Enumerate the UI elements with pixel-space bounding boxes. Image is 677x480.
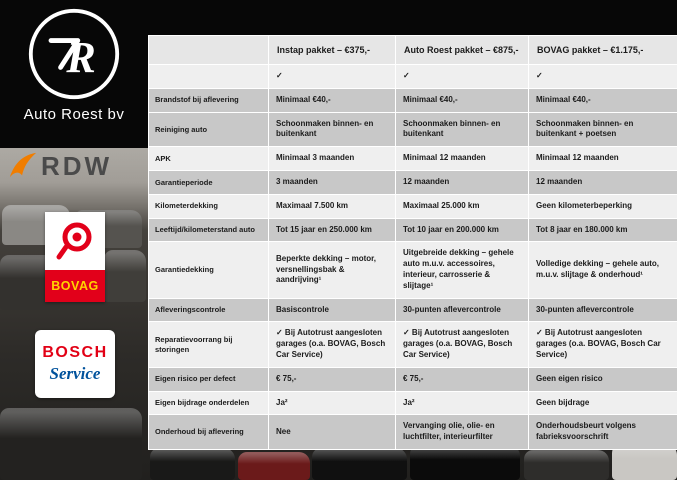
package-cell: ✓ Bij Autotrust aangesloten garages (o.a. BOVAG, Bosch Car Service) (269, 322, 396, 367)
table-row (149, 194, 677, 218)
table-row (149, 88, 677, 112)
package-cell: ✓ (269, 65, 396, 89)
bovag-emblem (45, 212, 105, 270)
table-row (149, 367, 677, 391)
bosch-service-logo (35, 330, 115, 398)
table-header-row (149, 36, 677, 65)
package-cell: Ja² (396, 391, 529, 415)
package-cell: Volledige dekking – gehele auto, m.u.v. slijtage & onderhoud¹ (529, 242, 677, 298)
package-cell: Ja² (269, 391, 396, 415)
package-cell: Geen eigen risico (529, 367, 677, 391)
table-row (149, 65, 677, 89)
header-instap-pakket: Instap pakket – €375,- (269, 36, 396, 65)
logo-monogram: R (66, 33, 96, 83)
package-cell: Maximaal 25.000 km (396, 194, 529, 218)
package-cell: 12 maanden (396, 170, 529, 194)
row-label: Garantiedekking (149, 242, 269, 298)
bovag-target-icon (52, 218, 98, 264)
header-auto-roest-pakket: Auto Roest pakket – €875,- (396, 36, 529, 65)
package-cell: Minimaal 3 maanden (269, 147, 396, 171)
package-cell: Uitgebreide dekking – gehele auto m.u.v. accessoires, interieur, carrosserie & slijtage¹ (396, 242, 529, 298)
row-label: Leeftijd/kilometerstand auto (149, 218, 269, 242)
rdw-flame-icon (8, 150, 38, 182)
car-silhouette (312, 448, 407, 480)
bovag-wordmark: BOVAG (45, 270, 105, 302)
package-cell: Nee (269, 415, 396, 450)
company-name: Auto Roest bv (23, 106, 125, 123)
bovag-logo (45, 212, 105, 302)
table-row (149, 112, 677, 147)
row-label: Reiniging auto (149, 112, 269, 147)
car-silhouette-red (238, 452, 310, 480)
table-row (149, 415, 677, 450)
table-row (149, 147, 677, 171)
package-cell: Vervanging olie, olie- en luchtfilter, interieurfilter (396, 415, 529, 450)
package-cell: Beperkte dekking – motor, versnellingsbak & aandrijving¹ (269, 242, 396, 298)
auto-roest-logo (26, 6, 122, 107)
package-cell: 12 maanden (529, 170, 677, 194)
row-label: Eigen risico per defect (149, 367, 269, 391)
package-cell: Geen bijdrage (529, 391, 677, 415)
package-cell: € 75,- (269, 367, 396, 391)
package-cell: € 75,- (396, 367, 529, 391)
package-cell: Minimaal 12 maanden (529, 147, 677, 171)
package-cell: Geen kilometerbeperking (529, 194, 677, 218)
car-silhouette (410, 445, 520, 480)
row-label: Afleveringscontrole (149, 298, 269, 322)
car-silhouette (0, 408, 142, 480)
table-row (149, 170, 677, 194)
row-label: APK (149, 147, 269, 171)
row-label: Onderhoud bij aflevering (149, 415, 269, 450)
package-cell: Onderhoudsbeurt volgens fabrieksvoorschrift (529, 415, 677, 450)
package-table-body (149, 65, 677, 450)
package-cell: Tot 15 jaar en 250.000 km (269, 218, 396, 242)
package-cell: Minimaal €40,- (529, 88, 677, 112)
header-bovag-pakket: BOVAG pakket – €1.175,- (529, 36, 677, 65)
auto-roest-circle-icon (26, 6, 122, 102)
row-label: Eigen bijdrage onderdelen (149, 391, 269, 415)
bosch-service-wordmark: Service (49, 364, 101, 383)
package-cell: ✓ Bij Autotrust aangesloten garages (o.a. BOVAG, Bosch Car Service) (529, 322, 677, 367)
rdw-logo (8, 150, 112, 182)
package-cell: Minimaal €40,- (269, 88, 396, 112)
package-cell: Minimaal €40,- (396, 88, 529, 112)
table-row (149, 322, 677, 367)
table-row (149, 218, 677, 242)
row-label: Brandstof bij aflevering (149, 88, 269, 112)
package-cell: ✓ (529, 65, 677, 89)
package-cell: Maximaal 7.500 km (269, 194, 396, 218)
package-cell: Minimaal 12 maanden (396, 147, 529, 171)
package-comparison-table (148, 35, 677, 450)
car-silhouette (150, 448, 235, 480)
package-cell: Schoonmaken binnen- en buitenkant (269, 112, 396, 147)
package-cell: 3 maanden (269, 170, 396, 194)
row-label: Garantieperiode (149, 170, 269, 194)
row-label: Kilometerdekking (149, 194, 269, 218)
package-cell: Schoonmaken binnen- en buitenkant (396, 112, 529, 147)
rdw-wordmark: RDW (41, 150, 113, 181)
package-cell: Schoonmaken binnen- en buitenkant + poetsen (529, 112, 677, 147)
package-cell: ✓ (396, 65, 529, 89)
table-row (149, 242, 677, 298)
package-cell: ✓ Bij Autotrust aangesloten garages (o.a. BOVAG, Bosch Car Service) (396, 322, 529, 367)
car-silhouette (524, 450, 609, 480)
table-row (149, 298, 677, 322)
header-empty-cell (149, 36, 269, 65)
package-cell: Tot 8 jaar en 180.000 km (529, 218, 677, 242)
table-row (149, 391, 677, 415)
package-cell: Tot 10 jaar en 200.000 km (396, 218, 529, 242)
package-cell: Basiscontrole (269, 298, 396, 322)
package-cell: 30-punten aflevercontrole (529, 298, 677, 322)
row-label: Reparatievoorrang bij storingen (149, 322, 269, 367)
bosch-wordmark: BOSCH (42, 344, 108, 361)
package-cell: 30-punten aflevercontrole (396, 298, 529, 322)
row-label (149, 65, 269, 89)
car-silhouette (104, 250, 146, 302)
